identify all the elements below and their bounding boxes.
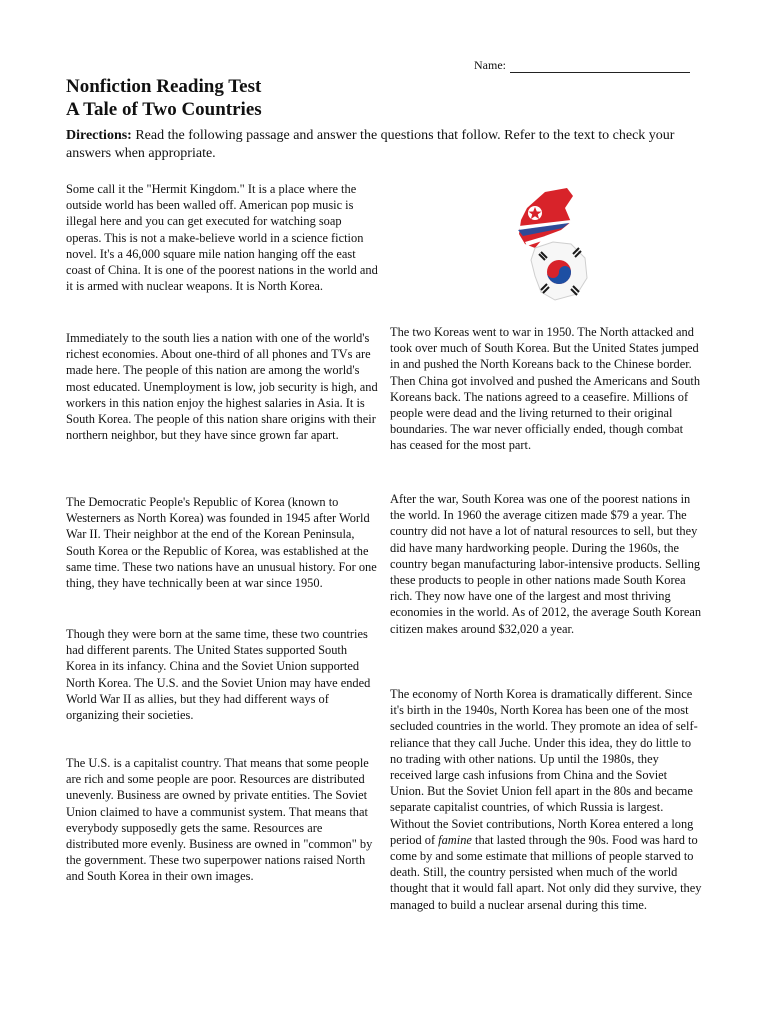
paragraph-hermit-kingdom: Some call it the "Hermit Kingdom." It is a place where the outside world has been walled off. American pop music is illegal here and you can get executed for watching soap operas. This is not a make-believe world in a science fiction novel. It's a 46,000 square mile nation hanging off the east coast of China. It is one of the poorest nations in the world and it is armed with nuclear weapons. It is North Korea. xyxy=(66,182,378,294)
paragraph-north-korea-economy-part2: that lasted through the 90s. Food was hard to come by and some estimate that millions of people starved to death. Still, the country persisted when much of the world thought that it would fall apart. Not only did they survive, they managed to build a nuclear arsenal during this time. xyxy=(390,832,702,912)
paragraph-parents: Though they were born at the same time, these two countries had different parents. The United States supported South Korea in its infancy. China and the Soviet Union supported North Korea. The U.S. and the Soviet Union may have ended World War II as allies, but they had different ways of organizing their societies. xyxy=(66,627,371,723)
paragraph-founding: The Democratic People's Republic of Korea (known to Westerners as North Korea) was founded in 1945 after World War II. Their neighbor at the end of the Korean Peninsula, South Korea or the Republic of Korea, was established at the same time. These two nations have an unusual history. For one thing, they have technically been at war since 1950. xyxy=(66,495,377,591)
directions-label: Directions: xyxy=(66,128,132,143)
paragraph-korean-war: The two Koreas went to war in 1950. The North attacked and took over much of South Korea. But the United States jumped in and pushed the North Koreans back to the Chinese border. Then China got involved and pushed the Americans and South Koreans back. The nations agreed to a ceasefire. Millions of people were dead and the living returned to their original boundaries. The war never officially ended, though combat has ceased for the most part. xyxy=(390,325,701,453)
paragraph-north-korea-economy-part1: The economy of North Korea is dramatically different. Since it's birth in the 1940s, North Korea has been one of the most secluded countries in the world. They promote an idea of self-reliance that they call Juche. Under this idea, they do little to no trading with other nations. Up until the 1980s, they received large cash infusions from China and the Soviet Union. But the Soviet Union fell apart in the 80s and became separate capitalist countries, of which Russia is largest. Without the Soviet contributions, North Korea entered a long period of xyxy=(390,687,698,847)
paragraph-south-korea-economy: After the war, South Korea was one of the poorest nations in the world. In 1960 the average citizen made $79 a year. The country did not have a lot of natural resources to sell, but they did have many hardworking people. During the 1960s, the country began manufacturing labor-intensive products. Selling these products to people in other nations made South Korea rich. They now have one of the largest and most thriving economies in the world. As of 2012, the average South Korean citizen makes around $32,020 a year. xyxy=(390,492,702,636)
paragraph-north-korea-economy xyxy=(390,686,702,913)
korea-flags-map-icon xyxy=(505,186,600,306)
directions-text: Read the following passage and answer the questions that follow. Refer to the text to check your answers when appropriate. xyxy=(66,128,675,161)
paragraph-south-korea: Immediately to the south lies a nation with one of the world's richest economies. About one-third of all phones and TVs are made here. The people of this nation are among the world's most educated. Unemployment is low, job security is high, and workers in this nation enjoy the highest salaries in Asia. It is South Korea. The people of this nation share origins with their northern neighbor, but they have since grown far apart. xyxy=(66,331,378,443)
name-label: Name: xyxy=(474,58,506,72)
test-title: Nonfiction Reading Test xyxy=(66,76,262,97)
directions xyxy=(66,127,706,163)
name-blank-line xyxy=(510,60,690,73)
paragraph-capitalism-communism: The U.S. is a capitalist country. That means that some people are rich and some people are poor. Resources are distributed unevenly. Business are owned by private entities. The Soviet Union claimed to have a communist system. That means that everybody supposedly gets the same. Resources are distributed more evenly. Business are owned in "common" by the government. These two superpower nations raised North and South Korea in their own images. xyxy=(66,756,373,884)
name-field xyxy=(474,58,690,73)
story-title: A Tale of Two Countries xyxy=(66,99,262,120)
famine-word: famine xyxy=(438,832,472,847)
